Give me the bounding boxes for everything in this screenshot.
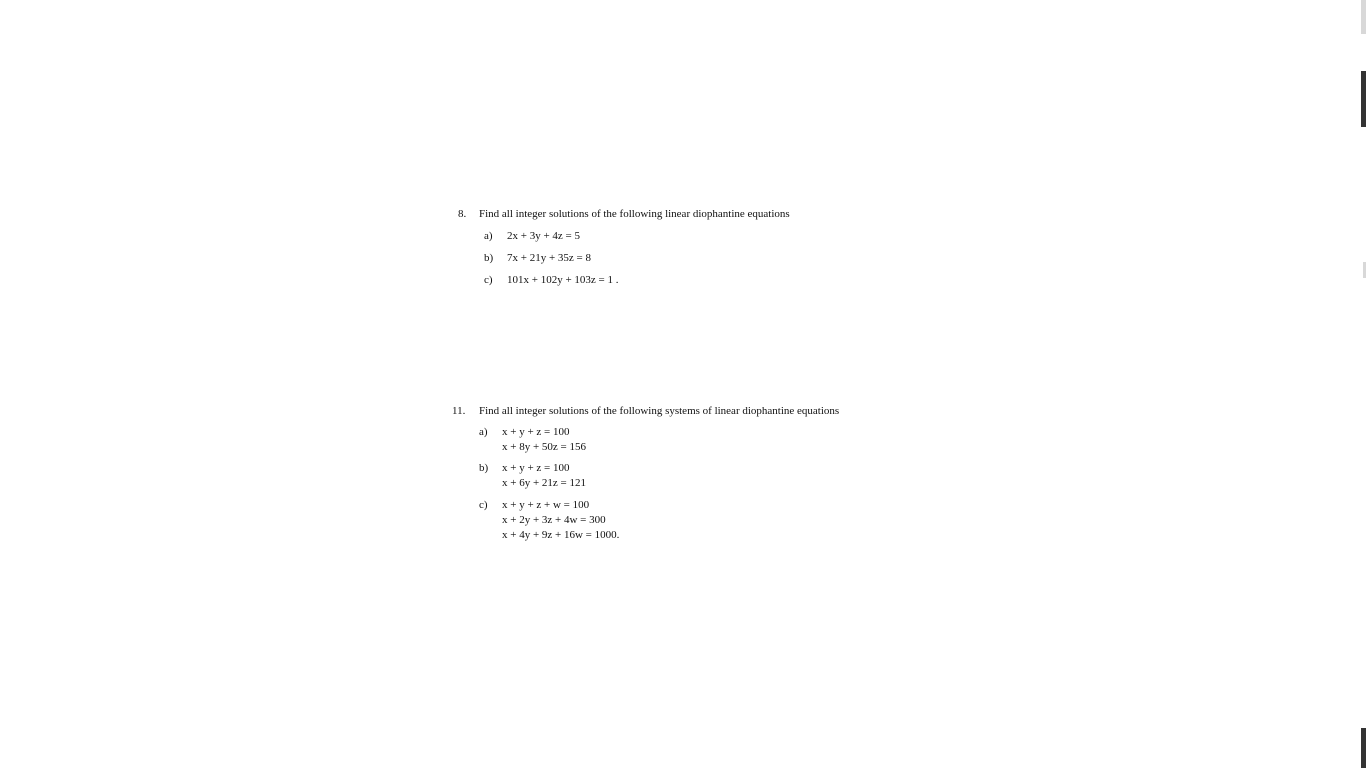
- problem-8-part-b-label: b): [484, 252, 494, 264]
- problem-8-part-c-label: c): [484, 274, 493, 286]
- problem-11-part-c-line-1: x + y + z + w = 100: [502, 499, 590, 511]
- scrollbar-bottom-thumb[interactable]: [1361, 728, 1366, 768]
- problem-11-text: Find all integer solutions of the following systems of linear diophantine equations: [479, 405, 840, 417]
- problem-11-part-a-line-2: x + 8y + 50z = 156: [502, 441, 586, 453]
- problem-11-part-c-label: c): [479, 499, 488, 511]
- problem-8-part-b-equation: 7x + 21y + 35z = 8: [507, 252, 591, 264]
- problem-11-part-a-line-1: x + y + z = 100: [502, 426, 570, 438]
- problem-11-part-c-line-3: x + 4y + 9z + 16w = 1000.: [502, 529, 620, 541]
- problem-8-part-a-label: a): [484, 230, 493, 242]
- problem-8-part-c-equation: 101x + 102y + 103z = 1 .: [507, 274, 619, 286]
- problem-11-part-b-line-1: x + y + z = 100: [502, 462, 570, 474]
- problem-8-part-a-equation: 2x + 3y + 4z = 5: [507, 230, 580, 242]
- problem-11-part-b-line-2: x + 6y + 21z = 121: [502, 477, 586, 489]
- problem-11-number: 11.: [452, 405, 466, 417]
- problem-11-part-b-label: b): [479, 462, 489, 474]
- problem-11-part-c-line-2: x + 2y + 3z + 4w = 300: [502, 514, 606, 526]
- problem-8-number: 8.: [458, 208, 467, 220]
- scrollbar-top-marker: [1361, 0, 1366, 34]
- scrollbar-thumb[interactable]: [1361, 71, 1366, 127]
- problem-11-part-a-label: a): [479, 426, 488, 438]
- problem-8-text: Find all integer solutions of the following linear diophantine equations: [479, 208, 790, 220]
- vertical-scrollbar[interactable]: [1360, 0, 1366, 768]
